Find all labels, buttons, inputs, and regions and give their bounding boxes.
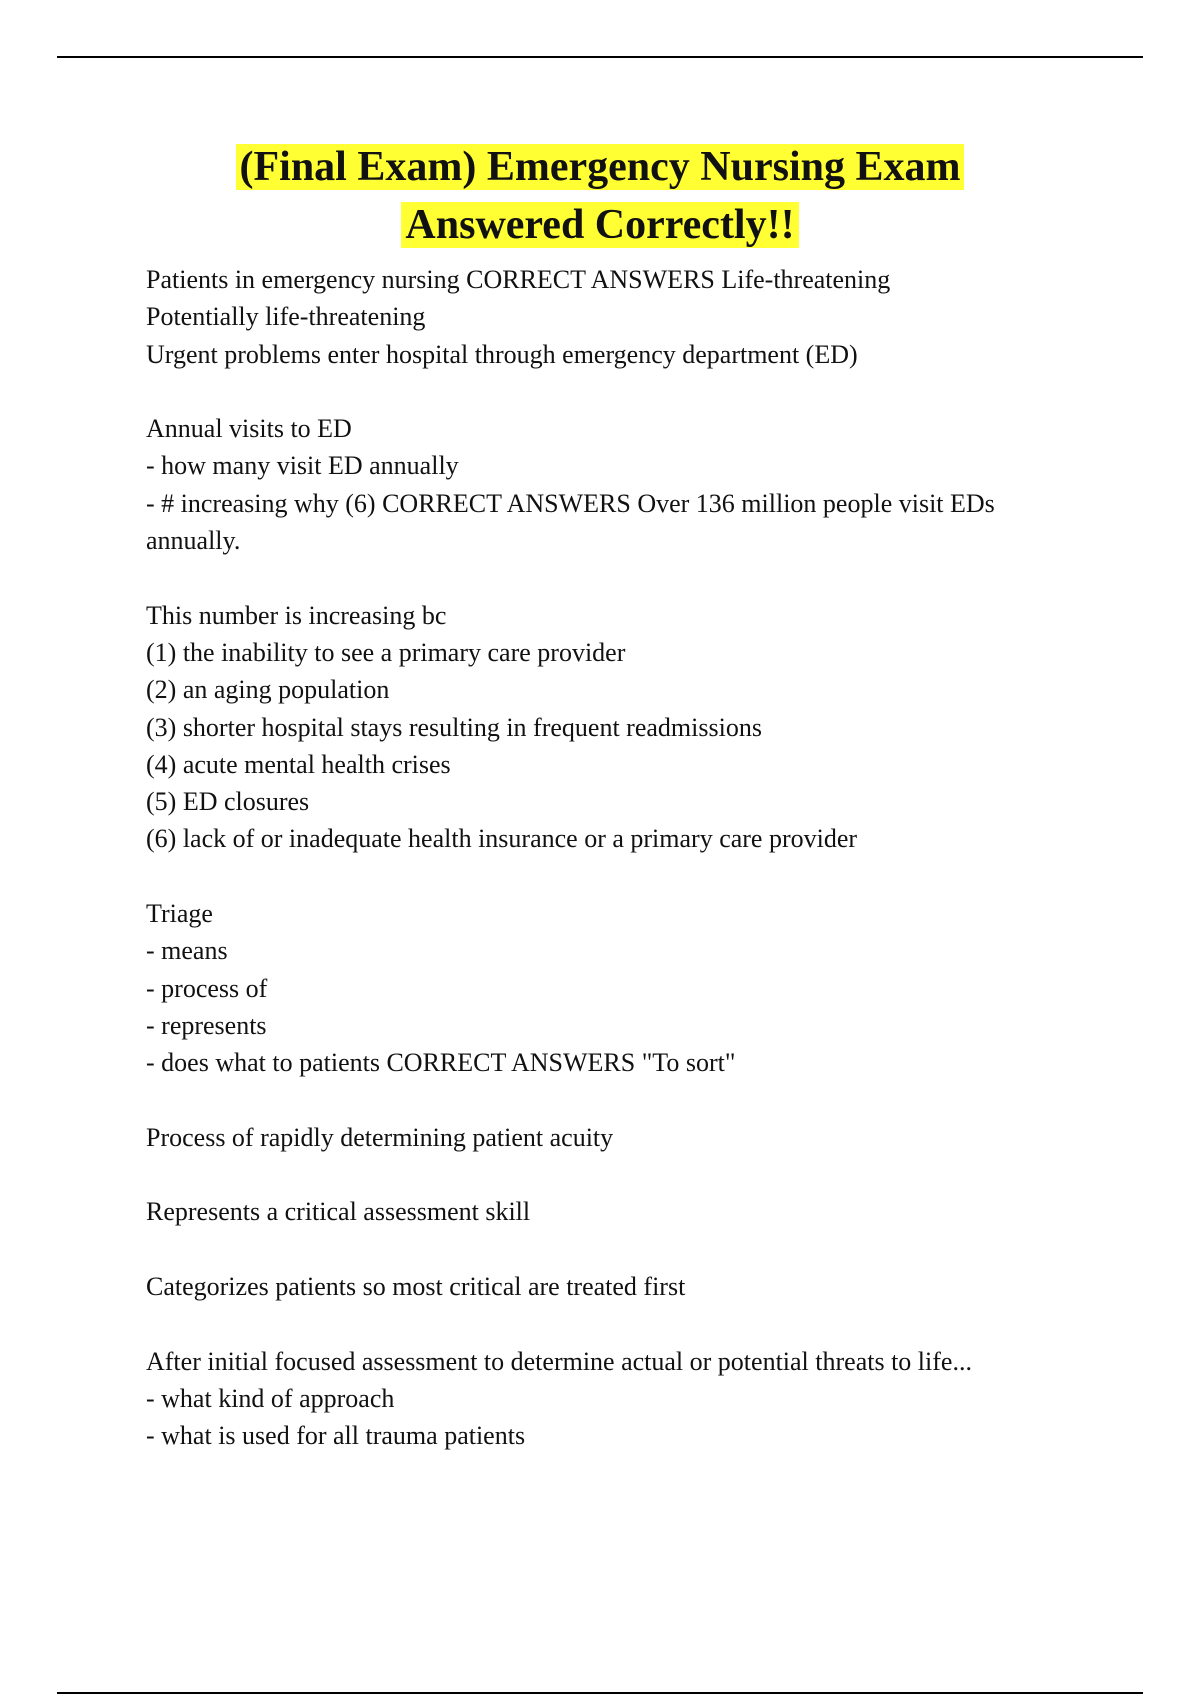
title-line-1: (Final Exam) Emergency Nursing Exam	[236, 144, 965, 190]
text-line: Triage	[146, 899, 213, 929]
text-line: (6) lack of or inadequate health insurance or a primary care provider	[146, 824, 858, 854]
blank-line	[146, 1156, 1106, 1193]
blank-line	[146, 1231, 1106, 1268]
text-line: (1) the inability to see a primary care provider	[146, 637, 626, 667]
blank-line	[146, 559, 1106, 596]
bottom-rule	[57, 1692, 1143, 1694]
text-line: - does what to patients CORRECT ANSWERS "To sort"	[146, 1048, 736, 1078]
text-line: Urgent problems enter hospital through emergency department (ED)	[146, 339, 858, 369]
text-line: - how many visit ED annually	[146, 451, 459, 481]
text-line: (3) shorter hospital stays resulting in frequent readmissions	[146, 712, 762, 742]
document-body	[146, 261, 1106, 1455]
text-line: - what is used for all trauma patients	[146, 1421, 526, 1451]
top-rule	[57, 56, 1143, 58]
text-line: (2) an aging population	[146, 675, 390, 705]
text-line: (4) acute mental health crises	[146, 749, 451, 779]
text-line: Represents a critical assessment skill	[146, 1197, 531, 1227]
text-line: Potentially life-threatening	[146, 302, 426, 332]
blank-line	[146, 373, 1106, 410]
text-line: - what kind of approach	[146, 1383, 395, 1413]
text-line: Categorizes patients so most critical are treated first	[146, 1272, 686, 1302]
text-line: This number is increasing bc	[146, 600, 447, 630]
document-title	[0, 138, 1200, 254]
text-line: Annual visits to ED	[146, 414, 352, 444]
blank-line	[146, 1305, 1106, 1342]
blank-line	[146, 1082, 1106, 1119]
text-line: Process of rapidly determining patient acuity	[146, 1122, 614, 1152]
text-line: - # increasing why (6) CORRECT ANSWERS Over 136 million people visit EDs	[146, 488, 995, 518]
text-line: annually.	[146, 526, 241, 556]
text-line: - represents	[146, 1010, 267, 1040]
blank-line	[146, 858, 1106, 895]
text-line: - process of	[146, 973, 268, 1003]
text-line: After initial focused assessment to determine actual or potential threats to life...	[146, 1346, 972, 1376]
text-line: Patients in emergency nursing CORRECT ANSWERS Life-threatening	[146, 265, 891, 294]
text-line: - means	[146, 936, 228, 966]
title-line-2: Answered Correctly!!	[401, 202, 798, 248]
text-line: (5) ED closures	[146, 787, 310, 817]
